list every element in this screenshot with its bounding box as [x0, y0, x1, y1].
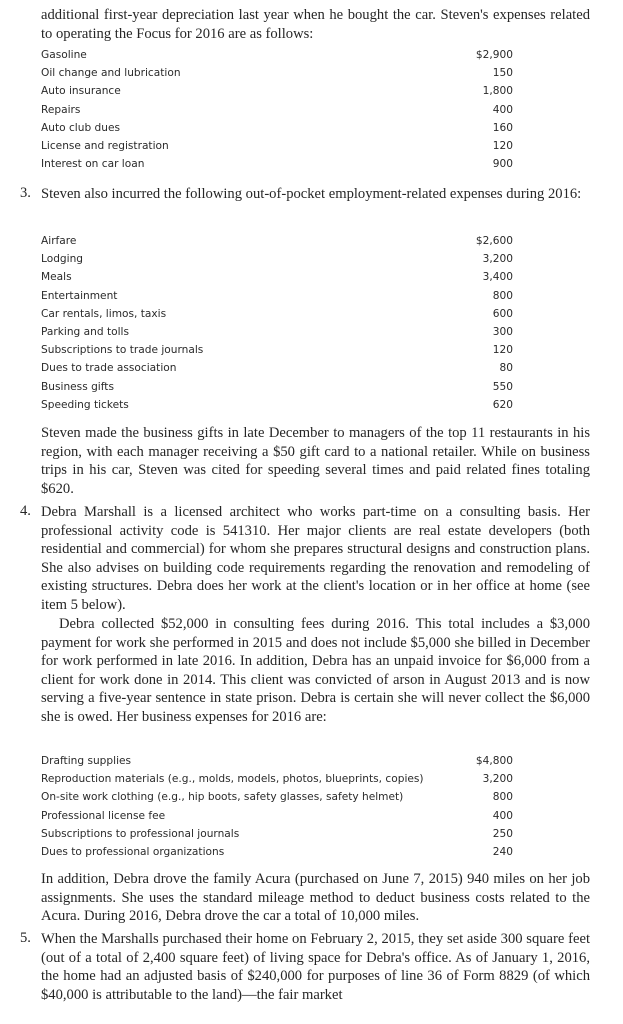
expense-amount: 400 [492, 809, 513, 822]
expense-amount: 150 [492, 67, 513, 80]
expense-label: License and registration [41, 139, 169, 152]
expense-label: Subscriptions to trade journals [41, 344, 204, 357]
expense-amount: 400 [492, 103, 513, 116]
expense-amount: 160 [492, 121, 513, 134]
table-row [41, 119, 513, 137]
table-row [41, 341, 513, 359]
expense-amount: 300 [492, 325, 513, 338]
table-row [41, 82, 513, 100]
expense-label: Auto club dues [41, 121, 121, 134]
table-row [41, 137, 513, 155]
expense-label: Drafting supplies [41, 755, 132, 767]
expense-label: Dues to professional organizations [41, 845, 225, 858]
expense-amount: 80 [499, 362, 513, 375]
expense-amount: 250 [492, 827, 513, 840]
expense-label: Gasoline [41, 49, 87, 61]
expense-label: Auto insurance [41, 85, 121, 98]
expense-amount: 800 [492, 289, 513, 302]
expense-label: Oil change and lubrication [41, 67, 181, 80]
table-row [41, 101, 513, 119]
table-row [41, 396, 513, 414]
item3-followup-paragraph: Steven made the business gifts in late December to managers of the top 11 restaurants in his region, with each manager receiving a $50 gift card to a national retailer. While on business trips in his car, Steven was cited for speeding several times and paid related fines totaling $620. [41, 425, 590, 497]
table-row [41, 378, 513, 396]
expense-label: Interest on car loan [41, 158, 145, 171]
item-number: 4. [20, 503, 31, 519]
expense-label: Repairs [41, 103, 81, 116]
expense-label: Reproduction materials (e.g., molds, models, photos, blueprints, copies) [41, 773, 424, 786]
item5-paragraph: When the Marshalls purchased their home on February 2, 2015, they set aside 300 square feet (out of a total of 2,400 square feet) of living space for Debra's office. As of January 1, 2016, the home had an adjusted basis of $240,000 for purposes of line 36 of Form 8829 (of which $40,000 is attributable to the land)—the fair market [41, 931, 590, 1003]
expense-amount: 800 [492, 791, 513, 804]
expense-label: Professional license fee [41, 809, 166, 822]
expense-label: Car rentals, limos, taxis [41, 307, 167, 320]
expense-amount: 550 [492, 380, 513, 393]
expense-label: On-site work clothing (e.g., hip boots, safety glasses, safety helmet) [41, 791, 404, 804]
intro-paragraph: additional first-year depreciation last year when he bought the car. Steven's expenses related to operating the Focus for 2016 are as follows: [41, 7, 590, 42]
expense-amount: 1,800 [482, 85, 513, 98]
employment-expenses-table [41, 232, 513, 414]
table-row [41, 807, 513, 825]
expense-label: Airfare [41, 235, 77, 247]
table-row [41, 305, 513, 323]
table-row [41, 359, 513, 377]
table-row [41, 788, 513, 806]
expense-amount: 240 [492, 845, 513, 858]
table-row [41, 155, 513, 173]
expense-amount: 120 [492, 139, 513, 152]
expense-label: Entertainment [41, 289, 118, 302]
expense-label: Business gifts [41, 380, 114, 393]
item3-paragraph: Steven also incurred the following out-of-pocket employment-related expenses during 2016: [41, 186, 582, 202]
expense-label: Meals [41, 271, 72, 284]
table-row [41, 46, 513, 64]
table-row [41, 268, 513, 286]
business-expenses-table [41, 752, 513, 861]
expense-label: Speeding tickets [41, 398, 129, 411]
expense-amount: 3,400 [482, 271, 513, 284]
car-expenses-table [41, 46, 513, 173]
table-row [41, 752, 513, 770]
item-number: 3. [20, 185, 31, 201]
expense-amount: $2,600 [475, 235, 513, 247]
expense-label: Subscriptions to professional journals [41, 827, 240, 840]
item4-followup-paragraph: In addition, Debra drove the family Acura (purchased on June 7, 2015) 940 miles on her job assignments. She uses the standard mileage method to deduct business costs related to the Acura. During 2016, Debra drove the car a total of 10,000 miles. [41, 871, 590, 925]
expense-amount: 620 [492, 398, 513, 411]
item4-paragraph-2: Debra collected $52,000 in consulting fees during 2016. This total includes a $3,000 payment for work she performed in 2015 and does not include $5,000 she billed in December for work performed in late 2016. In addition, Debra has an unpaid invoice for $6,000 from a client for work done in 2014. This client was convicted of arson in August 2013 and is now serving a five-year sentence in state prison. Debra is certain she will never collect the $6,000 she is owed. Her business expenses for 2016 are: [41, 616, 590, 725]
expense-amount: 900 [492, 158, 513, 171]
table-row [41, 287, 513, 305]
expense-amount: 3,200 [482, 253, 513, 266]
expense-amount: 600 [492, 307, 513, 320]
table-row [41, 232, 513, 250]
table-row [41, 825, 513, 843]
table-row [41, 323, 513, 341]
item-number: 5. [20, 930, 31, 946]
expense-label: Lodging [41, 253, 84, 266]
expense-amount: 3,200 [482, 773, 513, 786]
table-row [41, 770, 513, 788]
expense-amount: $2,900 [475, 49, 513, 61]
table-row [41, 843, 513, 861]
expense-label: Parking and tolls [41, 325, 129, 338]
expense-label: Dues to trade association [41, 362, 177, 375]
expense-amount: 120 [492, 344, 513, 357]
expense-amount: $4,800 [475, 755, 513, 767]
table-row [41, 250, 513, 268]
item4-paragraph: Debra Marshall is a licensed architect who works part-time on a consulting basis. Her professional activity code is 541310. Her major clients are real estate developers (both residential and commercial) for whom she prepares structural designs and construction plans. She also advises on building code requirements regarding the renovation and remodeling of existing structures. Debra does her work at the client's location or in her office at home (see item 5 below). [41, 504, 590, 613]
table-row [41, 64, 513, 82]
